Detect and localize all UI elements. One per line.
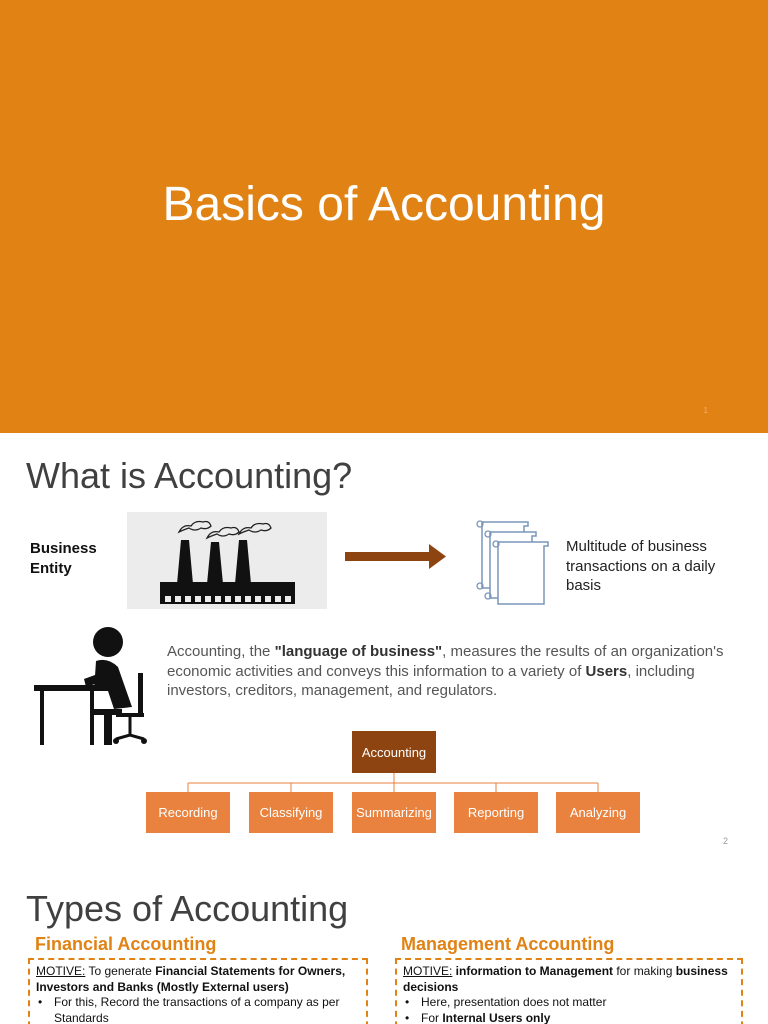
slide-title: What is Accounting? (26, 455, 353, 496)
transactions-text: Multitude of business transactions on a daily basis (566, 538, 716, 594)
motive-bold-1: information to Management (452, 964, 614, 978)
bullet-text: For (421, 1010, 443, 1024)
process-step-reporting: Reporting (454, 792, 538, 833)
title-slide (0, 0, 768, 433)
page-number: 2 (723, 836, 729, 846)
page-number: 1 (703, 406, 708, 415)
motive-bold-2: business decisions (403, 964, 728, 994)
description-text-3: , including investors, creditors, management, and regulators. (167, 662, 695, 699)
motive-label: MOTIVE: (36, 964, 86, 978)
process-step-recording: Recording (146, 792, 230, 833)
motive-bold: Financial Statements for Owners, Investors and Banks (Mostly External users) (36, 964, 346, 994)
financial-accounting-box (28, 958, 368, 1024)
accounting-root-node: Accounting (352, 731, 436, 773)
financial-bullet-1: • For this, Record the transactions of a company as per Standards (36, 995, 360, 1024)
motive-text: for making (613, 964, 676, 978)
management-accounting-box (395, 958, 743, 1024)
financial-accounting-heading: Financial Accounting (35, 934, 217, 954)
management-bullet-1: • Here, presentation does not matter (403, 995, 735, 1011)
bullet-bold: Internal Users only (442, 1010, 551, 1024)
what-is-accounting-slide (0, 433, 768, 858)
management-bullet-2 (403, 1011, 735, 1024)
management-motive (403, 964, 735, 995)
process-step-summarizing: Summarizing (352, 792, 436, 833)
motive-label: MOTIVE: (403, 964, 453, 978)
description-bold-1: "language of business" (274, 643, 443, 660)
description-bold-2: Users (585, 662, 628, 680)
financial-motive (36, 964, 360, 995)
process-step-classifying: Classifying (249, 792, 333, 833)
slide-title: Types of Accounting (26, 888, 349, 929)
business-entity-label: Business Entity (30, 540, 97, 577)
motive-text: To generate (85, 964, 156, 978)
management-accounting-heading: Management Accounting (401, 934, 615, 954)
slide-title: Basics of Accounting (162, 178, 606, 231)
types-of-accounting-slide (0, 858, 768, 1024)
description-text-1: Accounting, the (167, 643, 275, 660)
process-step-analyzing: Analyzing (556, 792, 640, 833)
description-text-2: , measures the results of an organization's economic activities and conveys this information to a variety of (167, 643, 724, 680)
